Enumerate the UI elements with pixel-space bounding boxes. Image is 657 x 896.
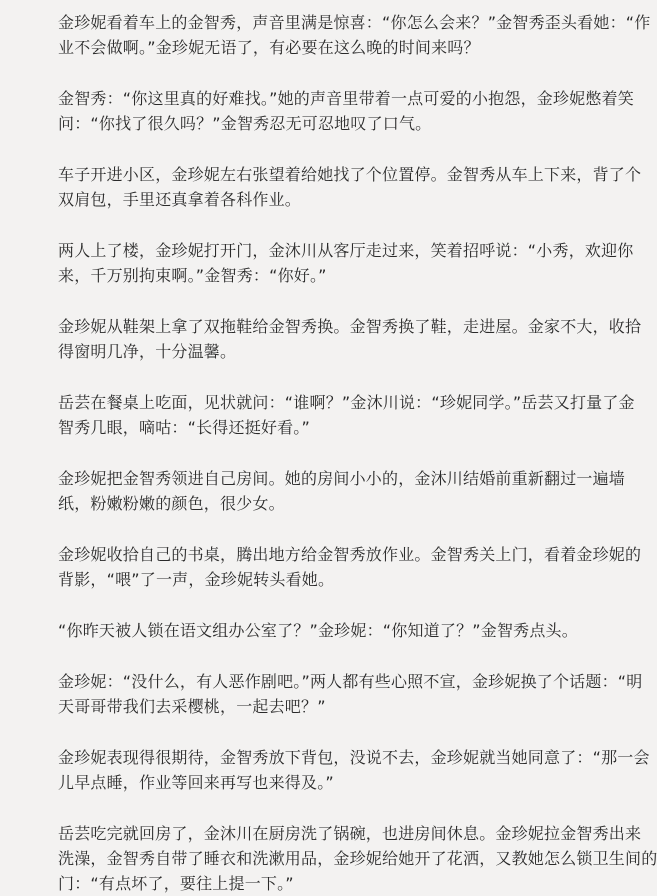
paragraph-4 [58, 238, 634, 288]
text-line: 得窗明几净，十分温馨。 [58, 342, 237, 361]
text-line: 金珍妮表现得很期待，金智秀放下背包，没说不去，金珍妮就当她同意了：“那一会 [58, 748, 650, 767]
text-line: 岳芸吃完就回房了，金沐川在厨房洗了锅碗，也进房间休息。金珍妮拉金智秀出来 [58, 824, 642, 843]
text-line: 业不会做啊。”金珍妮无语了，有必要在这么晚的时间来吗？ [58, 38, 480, 57]
text-line: 儿早点睡，作业等回来再写也来得及。” [58, 773, 334, 792]
text-line: 金珍妮收拾自己的书桌，腾出地方给金智秀放作业。金智秀关上门，看着金珍妮的 [58, 545, 642, 564]
paragraph-1 [58, 10, 651, 60]
text-line: “你昨天被人锁在语文组办公室了？”金珍妮：“你知道了？”金智秀点头。 [58, 621, 578, 640]
text-line: 金珍妮把金智秀领进自己房间。她的房间小小的，金沐川结婚前重新翻过一遍墙 [58, 469, 626, 488]
text-line: 两人上了楼，金珍妮打开门，金沐川从客厅走过来，笑着招呼说：“小秀，欢迎你 [58, 241, 634, 260]
text-line: 车子开进小区，金珍妮左右张望着给她找了个位置停。金智秀从车上下来，背了个 [58, 165, 642, 184]
paragraph-9 [58, 618, 600, 643]
text-line: 金智秀：“你这里真的好难找。”她的声音里带着一点可爱的小抱怨，金珍妮憋着笑 [58, 89, 634, 108]
paragraph-10 [58, 669, 643, 719]
paragraph-6 [58, 390, 635, 440]
paragraph-5 [58, 314, 642, 364]
text-line: 金珍妮看着车上的金智秀，声音里满是惊喜：“你怎么会来？”金智秀歪头看她：“作 [58, 13, 651, 32]
text-line: 背影，“喂”了一声，金珍妮转头看她。 [58, 570, 335, 589]
text-line: 双肩包，手里还真拿着各科作业。 [58, 190, 302, 209]
text-line: 智秀几眼，嘀咕：“长得还挺好看。” [58, 418, 310, 437]
text-line: 来，千万别拘束啊。”金智秀：“你好。” [58, 266, 327, 285]
paragraph-3 [58, 162, 642, 212]
paragraph-11 [58, 745, 650, 795]
text-line: 洗澡，金智秀自带了睡衣和洗漱用品，金珍妮给她开了花洒，又教她怎么锁卫生间的 [58, 849, 657, 868]
text-line: 天哥哥带我们去采樱桃，一起去吧？” [58, 697, 326, 716]
text-line: 岳芸在餐桌上吃面，见状就问：“谁啊？”金沐川说：“珍妮同学。”岳芸又打量了金 [58, 393, 635, 412]
paragraph-12 [58, 821, 657, 896]
text-line: 金珍妮从鞋架上拿了双拖鞋给金智秀换。金智秀换了鞋，走进屋。金家不大，收拾 [58, 317, 642, 336]
paragraph-8 [58, 542, 642, 592]
text-line: 门：“有点坏了，要往上提一下。” [58, 874, 294, 893]
paragraph-2 [58, 86, 634, 136]
paragraph-7 [58, 466, 626, 516]
text-line: 纸，粉嫩粉嫩的颜色，很少女。 [58, 494, 285, 513]
text-line: 问：“你找了很久吗？”金智秀忍无可忍地叹了口气。 [58, 114, 432, 133]
text-line: 金珍妮：“没什么，有人恶作剧吧。”两人都有些心照不宣，金珍妮换了个话题：“明 [58, 672, 643, 691]
